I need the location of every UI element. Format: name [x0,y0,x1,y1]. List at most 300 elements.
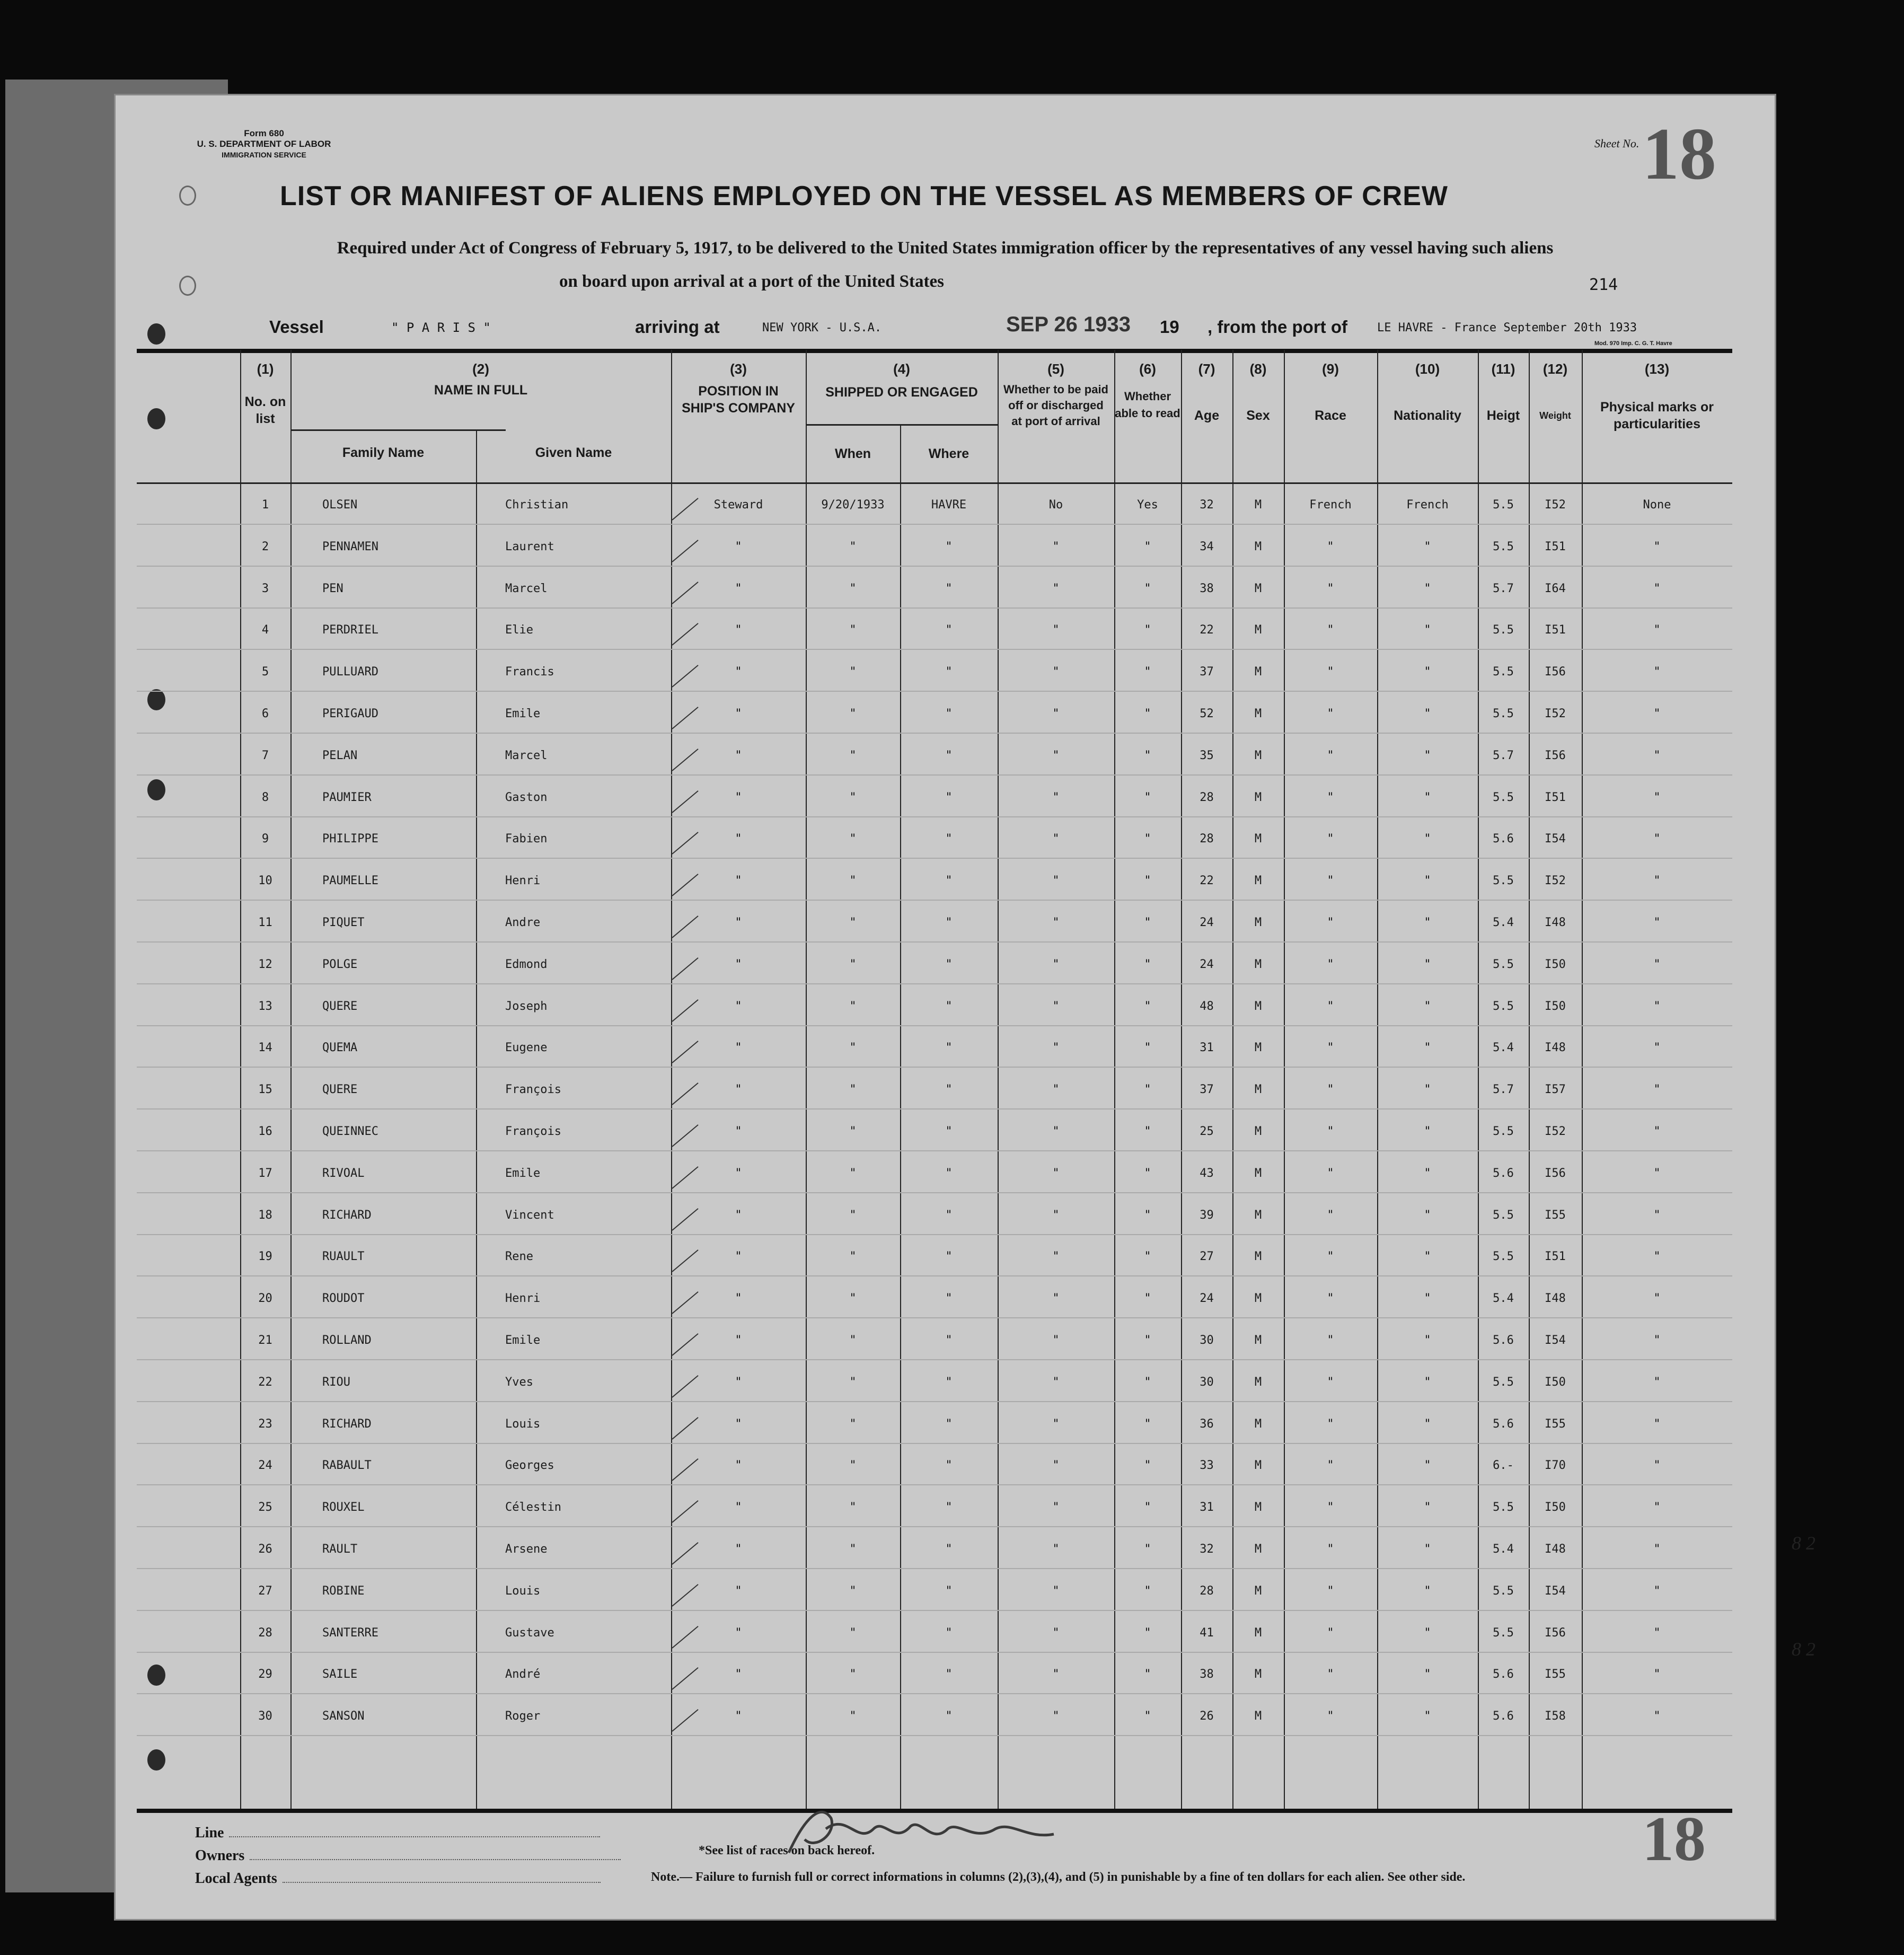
cell-read: " [1144,540,1151,553]
cell-where: " [945,665,953,679]
cell-race: " [1327,1375,1334,1389]
cell-family: POLGE [322,957,358,971]
col2a-label: Family Name [342,445,425,460]
row-rule [137,941,1732,943]
cell-age: 38 [1200,1668,1214,1681]
col3-number: (3) [730,361,747,377]
cell-nationality: " [1424,1041,1431,1055]
cell-given: Gustave [505,1626,554,1640]
row-rule [137,858,1732,859]
cell-sex: M [1254,498,1262,512]
cell-when: " [849,1083,857,1097]
cell-no: 9 [261,832,269,846]
cell-sex: M [1254,1543,1262,1556]
cell-age: 39 [1200,1208,1214,1222]
cell-race: " [1327,748,1334,762]
cell-position: " [735,874,742,888]
cell-nationality: " [1424,1626,1431,1640]
name-subrule [290,429,506,431]
col9-number: (9) [1322,361,1339,377]
cell-height: 5.4 [1493,916,1514,929]
cell-family: PAUMELLE [322,874,378,888]
col4b-label: Where [928,446,969,461]
cell-sex: M [1254,582,1262,595]
cell-height: 5.5 [1493,1208,1514,1222]
cell-paid-off: " [1052,1334,1060,1347]
row-rule [137,1610,1732,1611]
cell-no: 22 [258,1375,272,1389]
cell-marks: " [1653,916,1661,929]
cell-weight: I64 [1545,582,1566,595]
cell-no: 25 [258,1501,272,1514]
agents-field [195,1870,601,1887]
cell-weight: I57 [1545,1083,1566,1097]
cell-when: " [849,1710,857,1723]
col3-label: POSITION IN SHIP'S COMPANY [682,384,795,416]
cell-given: Eugene [505,1041,548,1055]
cell-where: " [945,1501,953,1514]
cell-where: " [945,1250,953,1264]
cell-position: " [735,1668,742,1681]
cell-read: " [1144,790,1151,804]
punch-hole [179,186,196,206]
cell-no: 10 [258,874,272,888]
cell-no: 19 [258,1250,272,1264]
cell-weight: I54 [1545,1334,1566,1347]
cell-marks: " [1653,1166,1661,1180]
line-dots [229,1836,600,1837]
cell-paid-off: " [1052,1208,1060,1222]
col11-label: Heigt [1486,408,1520,423]
cell-where: " [945,1375,953,1389]
cell-paid-off: " [1052,748,1060,762]
cell-family: SANTERRE [322,1626,378,1640]
cell-read: " [1144,1208,1151,1222]
cell-read: " [1144,582,1151,595]
cell-nationality: " [1424,832,1431,846]
cell-where: " [945,1668,953,1681]
cell-nationality: " [1424,1208,1431,1222]
row-rule [137,691,1732,692]
cell-when: " [849,1584,857,1598]
cell-where: " [945,623,953,637]
cell-position: " [735,1292,742,1306]
cell-position: " [735,1501,742,1514]
cell-sex: M [1254,1626,1262,1640]
cell-nationality: " [1424,1166,1431,1180]
cell-weight: I52 [1545,874,1566,888]
cell-weight: I52 [1545,707,1566,720]
col1-number: (1) [257,361,274,377]
cell-position: " [735,957,742,971]
cell-height: 5.5 [1493,874,1514,888]
cell-read: " [1144,748,1151,762]
cell-weight: I56 [1545,748,1566,762]
cell-height: 5.5 [1493,999,1514,1013]
cell-weight: I48 [1545,1041,1566,1055]
cell-height: 5.5 [1493,1250,1514,1264]
col10-number: (10) [1415,361,1440,377]
cell-given: André [505,1668,541,1681]
cell-position: " [735,540,742,553]
arriving-label: arriving at [635,317,720,337]
row-rule [137,1401,1732,1402]
cell-family: SAILE [322,1668,358,1681]
cell-height: 5.6 [1493,832,1514,846]
cell-paid-off: " [1052,1459,1060,1473]
cell-marks: " [1653,623,1661,637]
cell-sex: M [1254,790,1262,804]
cell-marks: " [1653,1417,1661,1431]
cell-sex: M [1254,874,1262,888]
cell-paid-off: " [1052,1083,1060,1097]
cell-height: 5.5 [1493,1584,1514,1598]
punch-hole [147,779,165,800]
row-rule [137,1275,1732,1276]
cell-position: " [735,1208,742,1222]
cell-weight: I55 [1545,1208,1566,1222]
cell-read: Yes [1137,498,1158,512]
cell-nationality: " [1424,1543,1431,1556]
cell-position: " [735,1626,742,1640]
cell-read: " [1144,874,1151,888]
cell-no: 8 [261,790,269,804]
cell-weight: I54 [1545,1584,1566,1598]
cell-given: Marcel [505,582,548,595]
cell-position: " [735,665,742,679]
cell-read: " [1144,1459,1151,1473]
cell-family: QUERE [322,999,358,1013]
cell-nationality: " [1424,540,1431,553]
cell-height: 5.5 [1493,1375,1514,1389]
cell-position: " [735,1375,742,1389]
cell-marks: " [1653,1626,1661,1640]
cell-age: 31 [1200,1041,1214,1055]
cell-when: " [849,582,857,595]
list-number: 214 [1589,276,1618,294]
row-rule [137,1443,1732,1444]
cell-paid-off: " [1052,1375,1060,1389]
cell-age: 37 [1200,665,1214,679]
cell-sex: M [1254,540,1262,553]
col4a-label: When [834,446,871,461]
cell-weight: I58 [1545,1710,1566,1723]
cell-marks: " [1653,540,1661,553]
cell-read: " [1144,916,1151,929]
cell-race: " [1327,1334,1334,1347]
cell-given: Arsene [505,1543,548,1556]
cell-given: Louis [505,1417,541,1431]
cell-where: " [945,707,953,720]
cell-no: 27 [258,1584,272,1598]
cell-where: HAVRE [931,498,967,512]
cell-position: " [735,1125,742,1138]
cell-sex: M [1254,999,1262,1013]
cell-paid-off: " [1052,790,1060,804]
cell-given: Louis [505,1584,541,1598]
cell-race: " [1327,1166,1334,1180]
cell-given: Marcel [505,748,548,762]
sheet-number: 18 [1642,113,1716,195]
cell-marks: None [1643,498,1671,512]
cell-height: 5.7 [1493,1083,1514,1097]
department-name: U. S. DEPARTMENT OF LABOR [197,139,331,149]
cell-nationality: " [1424,1584,1431,1598]
cell-weight: I52 [1545,1125,1566,1138]
cell-age: 22 [1200,874,1214,888]
cell-given: Elie [505,623,533,637]
cell-height: 5.4 [1493,1292,1514,1306]
col12-label: Weight [1539,410,1571,421]
cell-when: " [849,707,857,720]
col6-header [1114,360,1181,422]
cell-marks: " [1653,790,1661,804]
cell-weight: I51 [1545,1250,1566,1264]
cell-height: 6.- [1493,1459,1514,1473]
cell-read: " [1144,1250,1151,1264]
cell-when: " [849,999,857,1013]
cell-marks: " [1653,832,1661,846]
cell-where: " [945,1041,953,1055]
cell-position: " [735,1417,742,1431]
cell-paid-off: " [1052,1041,1060,1055]
cell-age: 43 [1200,1166,1214,1180]
cell-age: 37 [1200,1083,1214,1097]
cell-age: 32 [1200,498,1214,512]
cell-family: SANSON [322,1710,365,1723]
col6-label: Whether able to read [1115,390,1180,420]
cell-no: 12 [258,957,272,971]
cell-no: 29 [258,1668,272,1681]
cell-where: " [945,1125,953,1138]
cell-paid-off: " [1052,1417,1060,1431]
cell-no: 28 [258,1626,272,1640]
cell-nationality: " [1424,1417,1431,1431]
cell-age: 28 [1200,790,1214,804]
cell-no: 30 [258,1710,272,1723]
penalty-note: Note.— Failure to furnish full or correct informations in columns (2),(3),(4), and (5) in punishable by a fine of ten dollars for each alien. See other side. [651,1870,1466,1884]
cell-race: " [1327,1041,1334,1055]
cell-where: " [945,1459,953,1473]
cell-height: 5.6 [1493,1417,1514,1431]
cell-nationality: " [1424,582,1431,595]
cell-when: " [849,540,857,553]
cell-paid-off: " [1052,957,1060,971]
cell-where: " [945,1543,953,1556]
cell-race: " [1327,1584,1334,1598]
cell-given: Emile [505,707,541,720]
cell-no: 6 [261,707,269,720]
cell-when: " [849,1459,857,1473]
cell-height: 5.6 [1493,1166,1514,1180]
cell-family: PIQUET [322,916,365,929]
cell-sex: M [1254,1166,1262,1180]
cell-where: " [945,1292,953,1306]
cell-age: 26 [1200,1710,1214,1723]
cell-family: RAULT [322,1543,358,1556]
cell-when: 9/20/1933 [821,498,885,512]
cell-position: " [735,748,742,762]
cell-marks: " [1653,1125,1661,1138]
cell-age: 25 [1200,1125,1214,1138]
punch-hole [147,1665,165,1686]
cell-race: " [1327,1083,1334,1097]
cell-when: " [849,832,857,846]
cell-family: PHILIPPE [322,832,378,846]
col8-label: Sex [1246,408,1270,423]
cell-position: " [735,916,742,929]
cell-height: 5.6 [1493,1710,1514,1723]
cell-where: " [945,957,953,971]
cell-read: " [1144,1292,1151,1306]
cell-weight: I50 [1545,1501,1566,1514]
cell-where: " [945,1710,953,1723]
cell-given: Francis [505,665,554,679]
cell-paid-off: " [1052,1501,1060,1514]
manifest-sheet [116,95,1775,1919]
cell-paid-off: " [1052,999,1060,1013]
cell-nationality: " [1424,874,1431,888]
cell-when: " [849,623,857,637]
requirement-line-2: on board upon arrival at a port of the United States [559,272,945,291]
row-rule [137,1693,1732,1694]
row-rule [137,1359,1732,1360]
punch-hole [147,1749,165,1771]
cell-where: " [945,748,953,762]
cell-read: " [1144,1584,1151,1598]
cell-where: " [945,790,953,804]
cell-height: 5.5 [1493,1501,1514,1514]
col6-number: (6) [1139,361,1156,377]
cell-position: " [735,707,742,720]
cell-marks: " [1653,1250,1661,1264]
cell-position: " [735,1459,742,1473]
cell-when: " [849,1501,857,1514]
cell-sex: M [1254,832,1262,846]
cell-position: " [735,999,742,1013]
col3-header [671,360,806,417]
cell-where: " [945,874,953,888]
cell-nationality: " [1424,1375,1431,1389]
row-rule [137,649,1732,650]
cell-weight: I48 [1545,916,1566,929]
header-rule-top [137,349,1732,353]
cell-marks: " [1653,582,1661,595]
cell-read: " [1144,665,1151,679]
cell-no: 4 [261,623,269,637]
agents-dots [283,1882,601,1883]
col5-label: Whether to be paid off or discharged at port of arrival [1003,383,1108,428]
cell-sex: M [1254,957,1262,971]
cell-sex: M [1254,1710,1262,1723]
punch-hole [147,323,165,345]
cell-given: Henri [505,874,541,888]
cell-age: 27 [1200,1250,1214,1264]
cell-where: " [945,1208,953,1222]
line-field [195,1825,600,1842]
col13-header [1582,360,1732,433]
cell-given: Joseph [505,999,548,1013]
cell-sex: M [1254,1501,1262,1514]
cell-no: 14 [258,1041,272,1055]
cell-read: " [1144,957,1151,971]
cell-family: RIOU [322,1375,350,1389]
cell-family: PULLUARD [322,665,378,679]
cell-height: 5.7 [1493,748,1514,762]
cell-when: " [849,1417,857,1431]
vessel-name: " P A R I S " [391,320,491,335]
form-header [163,128,365,160]
col2b-label: Given Name [535,445,612,460]
cell-height: 5.5 [1493,540,1514,553]
cell-race: " [1327,1417,1334,1431]
cell-family: ROUXEL [322,1501,365,1514]
cell-when: " [849,1166,857,1180]
cell-height: 5.5 [1493,1125,1514,1138]
cell-paid-off: " [1052,874,1060,888]
cell-read: " [1144,1375,1151,1389]
cell-sex: M [1254,748,1262,762]
cell-given: Emile [505,1334,541,1347]
row-rule [137,983,1732,984]
cell-height: 5.4 [1493,1543,1514,1556]
col4-number: (4) [893,361,910,377]
col-divider [290,350,292,1809]
cell-no: 16 [258,1125,272,1138]
cell-race: " [1327,957,1334,971]
col1-header [240,360,290,427]
from-label: , from the port of [1207,317,1347,337]
cell-nationality: " [1424,957,1431,971]
owners-dots [250,1859,621,1860]
cell-weight: I48 [1545,1543,1566,1556]
cell-weight: I50 [1545,957,1566,971]
cell-when: " [849,1334,857,1347]
cell-sex: M [1254,1417,1262,1431]
cell-marks: " [1653,999,1661,1013]
cell-family: ROBINE [322,1584,365,1598]
cell-sex: M [1254,1584,1262,1598]
cell-family: PELAN [322,748,358,762]
cell-weight: I51 [1545,623,1566,637]
cell-when: " [849,748,857,762]
cell-nationality: French [1406,498,1449,512]
cell-family: RICHARD [322,1417,372,1431]
col11-number: (11) [1491,361,1515,377]
cell-paid-off: " [1052,832,1060,846]
cell-position: " [735,1041,742,1055]
cell-where: " [945,916,953,929]
cell-where: " [945,1083,953,1097]
cell-height: 5.5 [1493,1626,1514,1640]
col4-label: SHIPPED OR ENGAGED [825,385,978,400]
printer-note: Mod. 970 Imp. C. G. T. Havre [1594,340,1672,347]
col9-header [1284,360,1377,424]
cell-no: 21 [258,1334,272,1347]
cell-when: " [849,1041,857,1055]
cell-when: " [849,790,857,804]
cell-paid-off: " [1052,707,1060,720]
cell-weight: I48 [1545,1292,1566,1306]
cell-nationality: " [1424,665,1431,679]
cell-height: 5.5 [1493,498,1514,512]
cell-read: " [1144,1417,1151,1431]
cell-position: " [735,623,742,637]
col7-label: Age [1194,408,1220,423]
cell-age: 28 [1200,832,1214,846]
cell-no: 2 [261,540,269,553]
cell-no: 13 [258,999,272,1013]
